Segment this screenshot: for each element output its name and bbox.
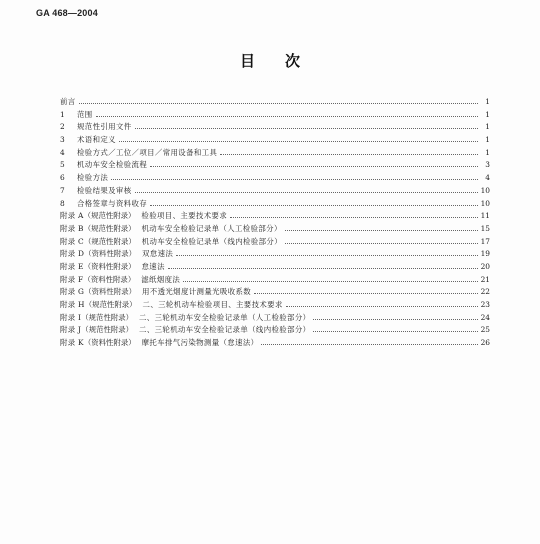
toc-label: 二、三轮机动车检验项目、主要技术要求 (142, 300, 283, 309)
toc-page-number: 1 (485, 122, 490, 132)
section-number: 8 (60, 198, 65, 208)
toc-entry-preface[interactable] (60, 92, 490, 107)
appendix-type: （资料性附录） (83, 274, 136, 284)
dot-leader (230, 216, 478, 218)
standard-code: GA 468—2004 (36, 8, 98, 18)
toc-page-number: 20 (480, 261, 490, 271)
toc-page-number: 10 (480, 198, 490, 208)
toc-entry-appendix[interactable] (60, 311, 490, 323)
toc-label: 用不透光烟度计测量光吸收系数 (142, 287, 252, 297)
toc-entry-appendix[interactable] (60, 260, 490, 272)
toc-entry-appendix[interactable] (60, 209, 490, 221)
appendix-id: 附录 B (60, 223, 84, 233)
toc-entry-section[interactable] (60, 108, 490, 120)
toc-page-number: 3 (485, 160, 490, 170)
toc-entry-section[interactable] (60, 120, 490, 132)
dot-leader (135, 191, 478, 193)
dot-leader (261, 343, 478, 345)
toc-label: 检验方式／工位／项目／常用设备和工具 (77, 147, 218, 157)
dot-leader (150, 165, 478, 167)
appendix-id: 附录 F (60, 274, 84, 284)
section-number: 7 (60, 185, 65, 195)
toc-entry-appendix[interactable] (60, 323, 490, 335)
appendix-type: （资料性附录） (84, 249, 137, 259)
dot-leader (254, 292, 478, 294)
appendix-id: 附录 G (60, 287, 85, 297)
toc-page-number: 25 (480, 325, 490, 335)
appendix-type: （规范性附录） (83, 223, 136, 233)
toc-label: 前言 (60, 97, 76, 106)
toc-page-number: 24 (480, 312, 490, 322)
toc-page-number: 17 (480, 236, 490, 246)
dot-leader (285, 229, 478, 231)
dot-leader (168, 267, 478, 269)
toc-label: 规范性引用文件 (77, 122, 132, 132)
toc-entry-appendix[interactable] (60, 285, 490, 297)
appendix-type: （规范性附录） (84, 300, 137, 309)
dot-leader (183, 280, 478, 282)
appendix-id: 附录 E (60, 261, 84, 271)
toc-entry-section[interactable] (60, 171, 490, 183)
appendix-id: 附录 D (60, 249, 85, 259)
section-number: 2 (60, 122, 65, 132)
toc-label: 检验结果及审核 (77, 185, 132, 195)
appendix-id: 附录 H (60, 300, 85, 309)
toc-label: 检验方法 (77, 173, 109, 183)
toc-entry-section[interactable] (60, 197, 490, 209)
toc-entry-appendix[interactable] (60, 222, 490, 234)
toc-page-number: 23 (480, 300, 490, 309)
appendix-type: （资料性附录） (83, 261, 136, 271)
appendix-id: 附录 K (60, 338, 84, 348)
toc-entry-appendix[interactable] (60, 336, 490, 348)
toc-page-number: 21 (480, 274, 490, 284)
dot-leader (220, 153, 478, 155)
toc-page-number: 1 (485, 147, 490, 157)
toc-page-number: 11 (480, 211, 490, 221)
toc-entry-appendix[interactable] (60, 247, 490, 259)
toc-label: 二、三轮机动车安全检验记录单（人工检验部分） (139, 312, 311, 322)
dot-leader (135, 127, 478, 129)
section-number: 6 (60, 173, 65, 183)
appendix-type: （规范性附录） (81, 312, 134, 322)
section-number: 3 (60, 135, 65, 145)
toc-entry-section[interactable] (60, 133, 490, 145)
toc-label: 合格签章与资料收存 (77, 198, 148, 208)
section-number: 4 (60, 147, 65, 157)
appendix-type: （资料性附录） (84, 287, 136, 297)
toc-label: 机动车安全检验流程 (77, 160, 148, 170)
toc-label: 摩托车排气污染物测量（怠速法） (141, 338, 259, 348)
appendix-id: 附录 C (60, 236, 84, 246)
toc-entry-appendix[interactable] (60, 273, 490, 285)
table-of-contents (60, 92, 490, 349)
toc-entry-section[interactable] (60, 146, 490, 158)
dot-leader (79, 102, 478, 104)
toc-entry-section[interactable] (60, 184, 490, 196)
toc-page-number: 1 (485, 109, 490, 119)
appendix-type: （规范性附录） (81, 325, 134, 335)
toc-label: 机动车安全检验记录单（线内检验部分） (141, 236, 282, 246)
appendix-id: 附录 I (60, 312, 82, 322)
toc-page-number: 22 (480, 287, 490, 297)
dot-leader (111, 178, 478, 180)
appendix-type: （资料性附录） (83, 338, 136, 348)
section-number: 1 (60, 109, 65, 119)
dot-leader (286, 305, 478, 307)
toc-entry-appendix[interactable] (60, 235, 490, 247)
dot-leader (285, 242, 478, 244)
toc-label: 滤纸烟度法 (141, 274, 181, 284)
toc-entry-appendix[interactable] (60, 298, 490, 310)
dot-leader (313, 318, 478, 320)
dot-leader (150, 204, 478, 206)
toc-page-number: 1 (485, 135, 490, 145)
appendix-id: 附录 J (60, 325, 82, 335)
appendix-type: （规范性附录） (83, 211, 136, 221)
toc-label: 怠速法 (141, 261, 165, 271)
page-title: 目次 (239, 52, 330, 70)
toc-label: 术语和定义 (77, 135, 116, 145)
appendix-type: （规范性附录） (84, 236, 136, 246)
toc-label: 范围 (77, 109, 93, 119)
dot-leader (96, 115, 478, 117)
section-number: 5 (60, 160, 65, 170)
toc-label: 二、三轮机动车安全检验记录单（线内检验部分） (139, 325, 311, 335)
appendix-id: 附录 A (60, 211, 84, 221)
toc-label: 双怠速法 (142, 249, 174, 259)
toc-page-number: 15 (480, 223, 490, 233)
toc-page-number: 4 (485, 173, 490, 183)
toc-page-number: 10 (480, 185, 490, 195)
dot-leader (313, 330, 478, 332)
toc-label: 机动车安全检验记录单（人工检验部分） (141, 223, 282, 233)
toc-page-number: 19 (480, 249, 490, 259)
toc-page-number: 1 (485, 97, 490, 106)
dot-leader (119, 140, 478, 142)
toc-entry-section[interactable] (60, 158, 490, 170)
toc-label: 检验项目、主要技术要求 (141, 211, 228, 221)
toc-page-number: 26 (480, 338, 490, 348)
dot-leader (176, 254, 478, 256)
